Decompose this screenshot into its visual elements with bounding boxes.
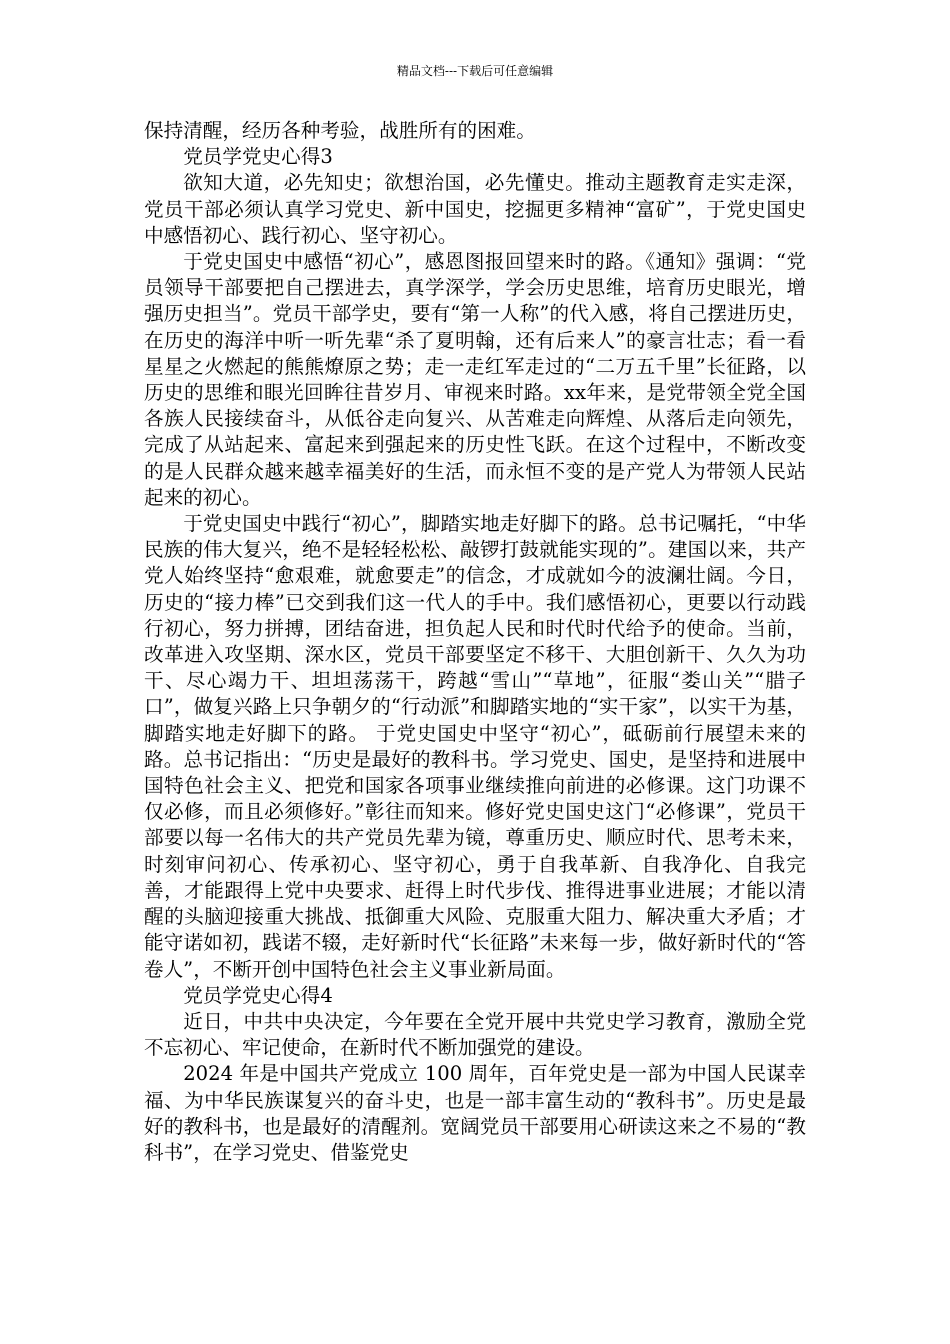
paragraph: 于党史国史中感悟“初心”，感恩图报回望来时的路。《通知》强调：“党员领导干部要把自己摆进去，真学深学，学会历史思维，培育历史眼光，增强历史担当”。党员干部学史，要有“第一人称”的代入感，将自己摆进历史，在历史的海洋中听一听先辈“杀了夏明翰，还有后来人”的豪言壮志；看一看星星之火燃起的熊熊燎原之势；走一走红军走过的“二万五千里”长征路，以历史的思维和眼光回眸往昔岁月、审视来时路。xx年来，是党带领全党全国各族人民接续奋斗，从低谷走向复兴、从苦难走向辉煌、从落后走向领先，完成了从站起来、富起来到强起来的历史性飞跃。在这个过程中，不断改变的是人民群众越来越幸福美好的生活，而永恒不变的是产党人为带领人民站起来的初心。	[144, 250, 806, 509]
paragraph: 于党史国史中践行“初心”，脚踏实地走好脚下的路。总书记嘱托，“中华民族的伟大复兴，绝不是轻轻松松、敲锣打鼓就能实现的”。建国以来，共产党人始终坚持“愈艰难，就愈要走”的信念，才成就如今的波澜壮阔。今日，历史的“接力棒”已交到我们这一代人的手中。我们感悟初心，更要以行动践行初心，努力拼搏，团结奋进，担负起人民和时代时代给予的使命。当前，改革进入攻坚期、深水区，党员干部要坚定不移干、大胆创新干、久久为功干、尽心竭力干、坦坦荡荡干，跨越“雪山”“草地”，征服“娄山关”“腊子口”，做复兴路上只争朝夕的“行动派”和脚踏实地的“实干家”，以实干为基，脚踏实地走好脚下的路。 于党史国史中坚守“初心”，砥砺前行展望未来的路。总书记指出：“历史是最好的教科书。学习党史、国史，是坚持和进展中国特色社会主义、把党和国家各项事业继续推向前进的必修课。这门功课不仅必修，而且必须修好。”彰往而知来。修好党史国史这门“必修课”，党员干部要以每一名伟大的共产党员先辈为镜，尊重历史、顺应时代、思考未来，时刻审问初心、传承初心、坚守初心，勇于自我革新、自我净化、自我完善，才能跟得上党中央要求、赶得上时代步伐、推得进事业进展；才能以清醒的头脑迎接重大挑战、抵御重大风险、克服重大阻力、解决重大矛盾；才能守诺如初，践诺不辍，走好新时代“长征路”未来每一步，做好新时代的“答卷人”，不断开创中国特色社会主义事业新局面。	[144, 512, 806, 981]
section-heading-4: 党员学党史心得4	[183, 983, 333, 1007]
document-body	[144, 118, 806, 1166]
page-header: 精品文档---下载后可任意编辑	[396, 64, 554, 78]
paragraph: 2024 年是中国共产党成立 100 周年，百年党史是一部为中国人民谋幸福、为中华民族谋复兴的奋斗史，也是一部丰富生动的“教科书”。历史是最好的教科书，也是最好的清醒剂。宽阔党员干部要用心研读这来之不易的“教科书”，在学习党史、借鉴党史	[144, 1062, 806, 1164]
paragraph-continuation: 保持清醒，经历各种考验，战胜所有的困难。	[144, 119, 536, 142]
paragraph: 近日，中共中央决定，今年要在全党开展中共党史学习教育，激励全党不忘初心、牢记使命，在新时代不断加强党的建设。	[144, 1009, 806, 1060]
paragraph: 欲知大道，必先知史；欲想治国，必先懂史。推动主题教育走实走深，党员干部必须认真学习党史、新中国史，挖掘更多精神“富矿”，于党史国史中感悟初心、践行初心、坚守初心。	[144, 171, 806, 247]
section-heading-3: 党员学党史心得3	[183, 145, 333, 169]
